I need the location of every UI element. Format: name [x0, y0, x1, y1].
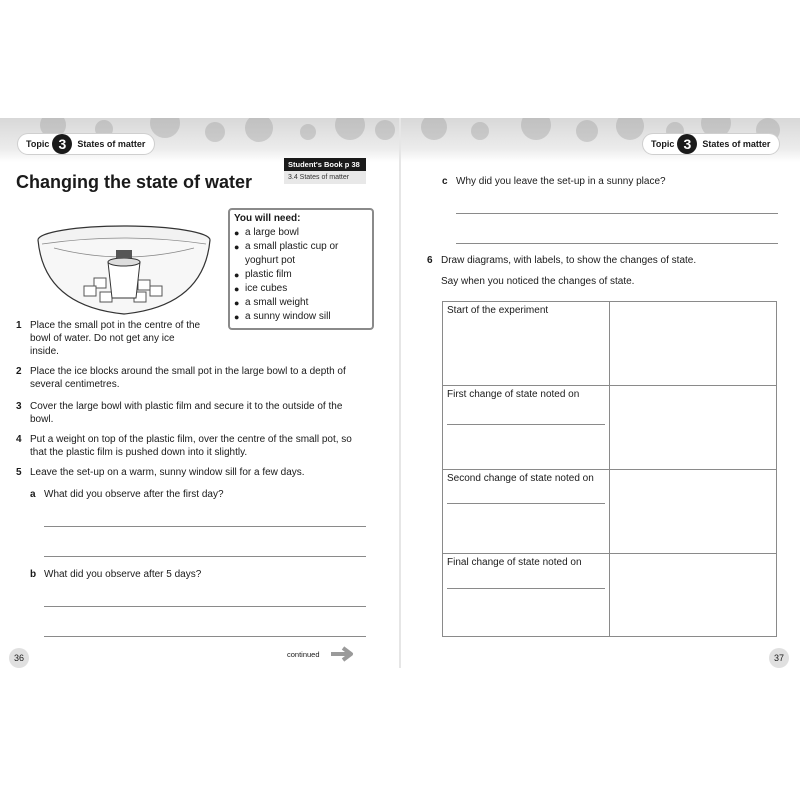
workbook-spread — [0, 118, 800, 668]
topic-word: Topic — [651, 139, 675, 149]
table-row-label: First change of state noted on — [447, 389, 580, 400]
table-row-label: Start of the experiment — [447, 305, 549, 316]
students-book-reference — [284, 158, 366, 184]
answer-line[interactable] — [44, 556, 366, 557]
topic-number: 3 — [52, 134, 72, 154]
date-answer-line[interactable] — [447, 424, 605, 425]
topic-badge — [18, 134, 154, 154]
table-divider — [443, 553, 776, 554]
material-item: ● a sunny window sill — [234, 310, 368, 324]
topic-name: States of matter — [77, 139, 146, 149]
left-page: Topic 3 States of matter Changing the state of water Student's Book p 38 3.4 States of matter You will need: ● a large bowl ● a small plastic cup or yoghurt pot ● plastic film ● ice cubes ● a small weight ● a sunny window sill 1 Place the small pot in the centre of the bowl of water. Do not get any ice inside. 2 Place the ice blocks around the small pot in the large bowl to a depth of several centimetres. 3 Cover the large bowl with plastic film and secure it to the outside of the bowl. 4 Put a weight on top of the plastic film, over the centre of the small pot, so that the plastic film is pushed down into it slightly. 5 Leave the set-up on a warm, sunny window sill for a few days. a What did you observe after the first day? b What did you observe after 5 days? 36 continued — [0, 118, 399, 668]
answer-line[interactable] — [44, 526, 366, 527]
material-item: ● a small plastic cup or yoghurt pot — [234, 240, 368, 268]
table-row-label: Final change of state noted on — [447, 557, 582, 568]
right-page: Topic 3 States of matter c Why did you leave the set-up in a sunny place? 6 Draw diagrams, with labels, to show the changes of state. Say when you noticed the changes of state. Start of the experiment First change of state noted on Second change of state noted on Final change of state noted on 37 — [401, 118, 800, 668]
material-item: ● ice cubes — [234, 282, 368, 296]
continued-label: continued — [287, 650, 320, 659]
changes-of-state-table — [442, 301, 777, 637]
page-number-left: 36 — [9, 648, 29, 668]
answer-line[interactable] — [44, 606, 366, 607]
answer-line[interactable] — [456, 213, 778, 214]
date-answer-line[interactable] — [447, 503, 605, 504]
students-book-section: 3.4 States of matter — [284, 171, 366, 184]
material-item: ● plastic film — [234, 268, 368, 282]
page-title: Changing the state of water — [16, 172, 253, 192]
page-number-right: 37 — [769, 648, 789, 668]
bowl-experiment-illustration — [34, 218, 214, 318]
topic-badge — [643, 134, 779, 154]
answer-line[interactable] — [44, 636, 366, 637]
answer-line[interactable] — [456, 243, 778, 244]
material-item: ● a large bowl — [234, 226, 368, 240]
table-divider — [443, 385, 776, 386]
topic-word: Topic — [26, 139, 50, 149]
topic-name: States of matter — [702, 139, 771, 149]
table-row-label: Second change of state noted on — [447, 473, 594, 484]
you-will-need-box — [228, 208, 374, 330]
table-divider — [443, 469, 776, 470]
topic-number: 3 — [677, 134, 697, 154]
date-answer-line[interactable] — [447, 588, 605, 589]
continued-arrow-icon — [330, 646, 354, 662]
you-will-need-heading: You will need: — [234, 213, 301, 224]
question-6-subtext: Say when you noticed the changes of state. — [441, 276, 635, 287]
students-book-label: Student's Book p 38 — [284, 158, 366, 171]
materials-list — [234, 226, 368, 324]
material-item: ● a small weight — [234, 296, 368, 310]
